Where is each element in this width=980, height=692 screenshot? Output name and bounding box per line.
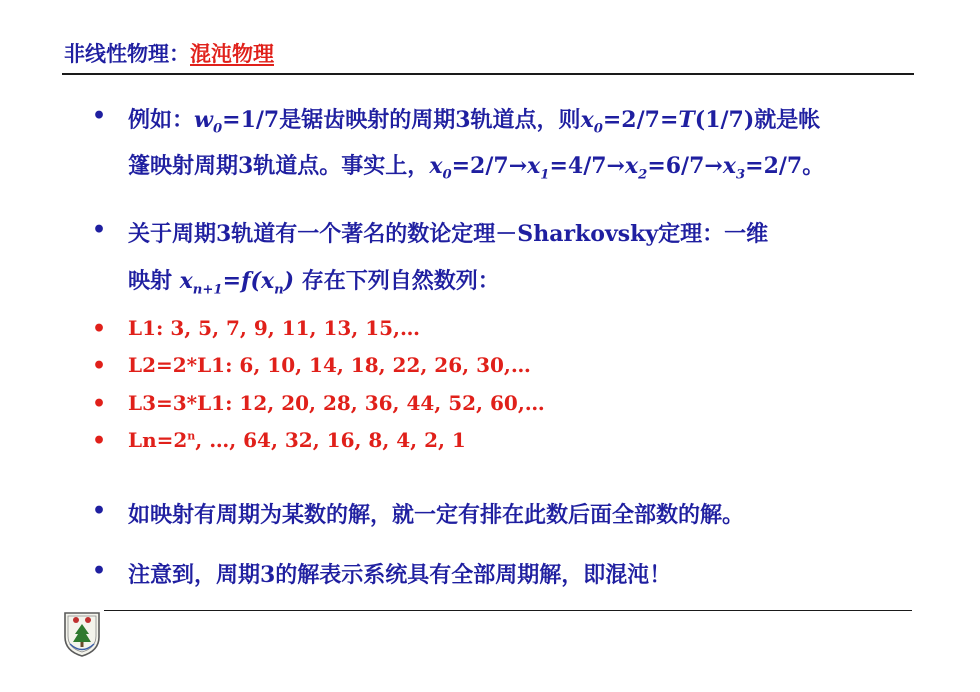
slide-title: [64, 38, 274, 68]
bullet-2-text-2: 映射 $x_{n+1}=f(x_n)$ 存在下列自然数列：: [128, 268, 500, 298]
list-Ln-text: $Ln=2^n$, …, 64, 32, 16, 8, 4, 2, 1: [128, 428, 466, 452]
title-highlight: 混沌物理: [190, 41, 274, 66]
bullet-marker: •: [92, 217, 107, 243]
list-L3-text: L3=3*L1: 12, 20, 28, 36, 44, 52, 60,…: [128, 391, 545, 415]
list-L1-text: L1: 3, 5, 7, 9, 11, 13, 15,…: [128, 316, 421, 340]
bullet-marker: •: [92, 316, 107, 342]
bullet-marker: •: [92, 428, 107, 454]
bullet-marker: •: [92, 498, 107, 524]
bullet-marker: •: [92, 558, 107, 584]
bullet-2-text-1: 关于周期3轨道有一个著名的数论定理－Sharkovsky定理：一维: [128, 221, 769, 247]
bullet-marker: •: [92, 353, 107, 379]
bullet-3-text: 如映射有周期为某数的解，就一定有排在此数后面全部数的解。: [128, 502, 745, 528]
bullet-1-text-1: 例如：$w_0=1/7$是锯齿映射的周期3轨道点，则$x_0=2/7=T(1/7)$就是帐: [128, 107, 821, 137]
university-seal-icon: [62, 611, 102, 657]
list-L2-text: L2=2*L1: 6, 10, 14, 18, 22, 26, 30,…: [128, 353, 531, 377]
title-divider: [62, 73, 914, 75]
bullet-marker: •: [92, 391, 107, 417]
footer-divider: [104, 610, 912, 611]
bullet-1-text-2: 篷映射周期3轨道点。事实上，$x_0=2/7\to x_1=4/7\to x_2=6/7\to x_3=2/7$。: [128, 153, 825, 183]
bullet-marker: •: [92, 103, 107, 129]
title-prefix: 非线性物理：: [64, 41, 190, 66]
bullet-4-text: 注意到，周期3的解表示系统具有全部周期解，即混沌！: [128, 562, 672, 588]
